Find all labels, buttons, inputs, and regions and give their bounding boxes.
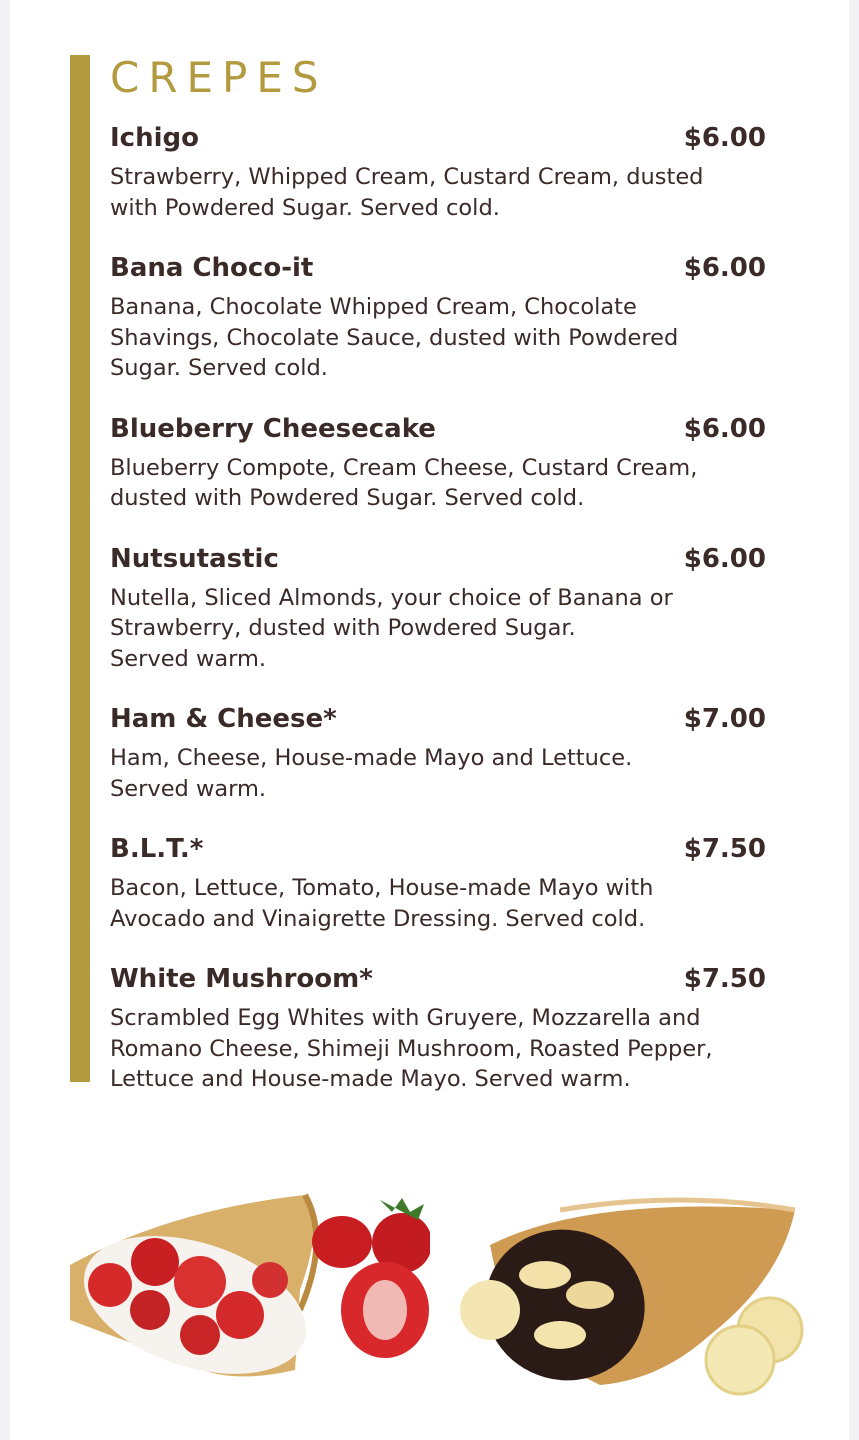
menu-page <box>10 0 849 1440</box>
description-line: Avocado and Vinaigrette Dressing. Served cold. <box>110 905 646 932</box>
item-description <box>110 292 800 384</box>
item-name: Ichigo <box>110 123 199 153</box>
menu-item-nutsutastic <box>110 539 800 675</box>
item-price: $7.00 <box>683 704 766 734</box>
item-name: Nutsutastic <box>110 543 279 574</box>
description-line: Nutella, Sliced Almonds, your choice of Banana or <box>110 584 673 611</box>
item-price: $7.50 <box>683 834 766 864</box>
crepe-photos <box>50 1170 810 1400</box>
description-line: Served warm. <box>110 775 267 802</box>
strawberry-crepe-photo <box>50 1170 430 1400</box>
menu-item-ham-cheese <box>110 699 800 804</box>
description-line: Blueberry Compote, Cream Cheese, Custard Cream, <box>110 454 698 481</box>
description-line: Served warm. <box>110 645 267 672</box>
item-price: $6.00 <box>683 123 766 153</box>
description-line: Strawberry, dusted with Powdered Sugar. <box>110 615 576 641</box>
description-line: Lettuce and House-made Mayo. Served warm. <box>110 1066 631 1092</box>
section-title: CREPES <box>110 53 328 102</box>
accent-bar <box>70 55 90 1082</box>
description-line: Shavings, Chocolate Sauce, dusted with Powdered <box>110 324 679 351</box>
item-price: $7.50 <box>683 964 766 994</box>
item-description <box>110 873 800 934</box>
banana-chocolate-crepe-photo <box>450 1170 810 1400</box>
item-description <box>110 453 800 514</box>
description-line: Strawberry, Whipped Cream, Custard Cream, dusted <box>110 164 704 190</box>
menu-item-ichigo <box>110 118 800 223</box>
menu-item-white-mushroom <box>110 959 800 1095</box>
item-price: $6.00 <box>683 413 766 444</box>
description-line: Romano Cheese, Shimeji Mushroom, Roasted Pepper, <box>110 1035 713 1062</box>
item-name: B.L.T.* <box>110 834 204 864</box>
description-line: with Powdered Sugar. Served cold. <box>110 194 500 221</box>
menu-item-blt <box>110 829 800 934</box>
menu-items <box>110 118 800 1095</box>
description-line: dusted with Powdered Sugar. Served cold. <box>110 485 585 511</box>
item-price: $6.00 <box>683 543 766 574</box>
menu-item-bana-choco-it <box>110 248 800 384</box>
description-line: Bacon, Lettuce, Tomato, House-made Mayo with <box>110 875 654 901</box>
item-price: $6.00 <box>683 253 766 283</box>
item-description <box>110 743 800 804</box>
description-line: Ham, Cheese, House-made Mayo and Lettuce. <box>110 745 633 771</box>
item-description <box>110 1003 800 1095</box>
item-name: White Mushroom* <box>110 964 373 994</box>
item-name: Blueberry Cheesecake <box>110 413 436 444</box>
menu-item-blueberry-cheesecake <box>110 409 800 514</box>
item-name: Ham & Cheese* <box>110 704 337 734</box>
description-line: Sugar. Served cold. <box>110 355 328 381</box>
description-line: Banana, Chocolate Whipped Cream, Chocolate <box>110 294 637 320</box>
item-name: Bana Choco-it <box>110 253 314 283</box>
item-description <box>110 162 800 223</box>
item-description <box>110 583 800 675</box>
description-line: Scrambled Egg Whites with Gruyere, Mozzarella and <box>110 1005 701 1031</box>
